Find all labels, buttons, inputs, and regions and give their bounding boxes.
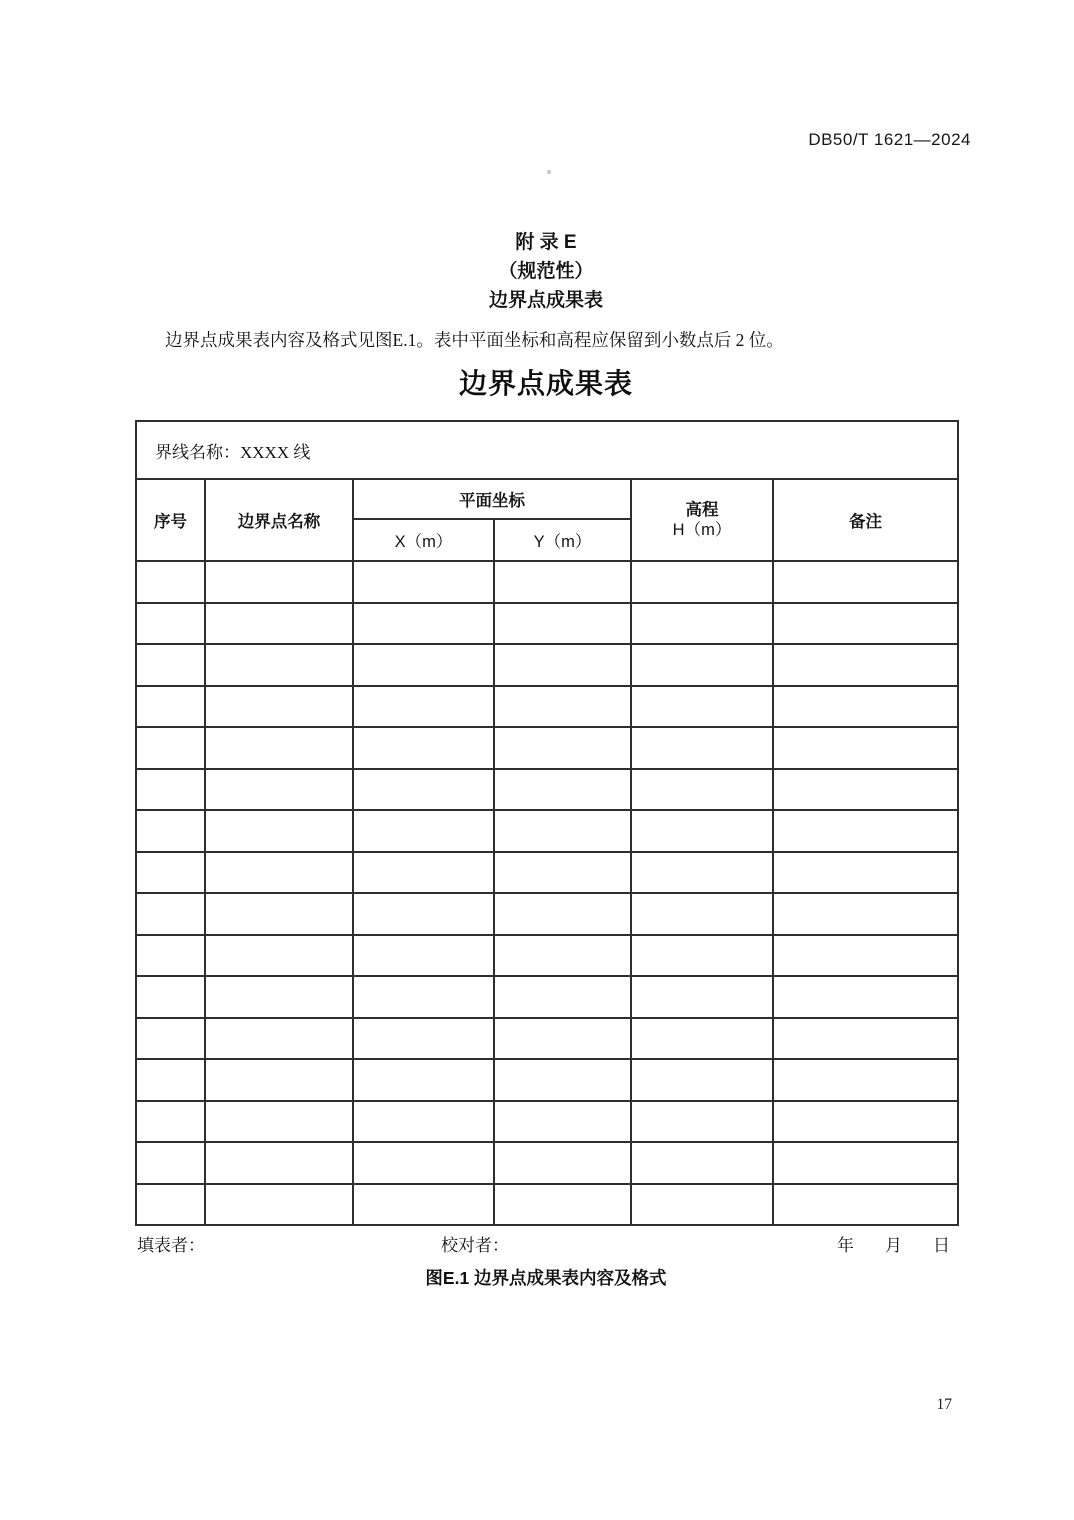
table-cell [353,810,494,852]
table-cell [205,935,353,977]
table-cell [353,727,494,769]
table-row [136,1142,958,1184]
table-cell [136,686,205,728]
table-row [136,769,958,811]
table-cell [494,644,631,686]
table-cell [205,1184,353,1226]
table-cell [494,893,631,935]
header-elevation-line1: 高程 [685,501,719,519]
filler-label: 填表者： [137,1236,205,1255]
table-cell [136,810,205,852]
table-cell [494,561,631,603]
table-cell [353,1142,494,1184]
header-plane-coords: 平面坐标 [353,479,631,519]
header-row-top [136,479,958,519]
table-cell [773,852,958,894]
table-cell [136,561,205,603]
table-cell [631,561,773,603]
table-cell [353,893,494,935]
table-cell [773,686,958,728]
table-cell [631,644,773,686]
table-cell [136,644,205,686]
table-row [136,935,958,977]
standard-number: DB50/T 1621—2024 [808,130,971,149]
table-cell [494,935,631,977]
table-cell [631,1142,773,1184]
boundary-line-name-row [136,421,958,479]
table-cell [773,603,958,645]
table-cell [136,769,205,811]
table-header-body [136,421,958,561]
table-cell [773,976,958,1018]
table-cell [136,935,205,977]
header-x-coordinate: X（m） [353,519,494,561]
table-cell [494,727,631,769]
table-cell [494,1059,631,1101]
table-cell [494,1184,631,1226]
table-cell [631,1101,773,1143]
table-cell [773,727,958,769]
table-cell [773,1184,958,1226]
boundary-points-table [135,420,959,1226]
day-label: 日 [933,1236,950,1255]
table-cell [631,769,773,811]
table-cell [205,644,353,686]
table-cell [205,1059,353,1101]
table-cell [136,1018,205,1060]
table-row [136,976,958,1018]
table-cell [205,561,353,603]
table-row [136,686,958,728]
table-cell [353,686,494,728]
appendix-normative-label: （规范性） [498,261,594,282]
table-cell [631,810,773,852]
month-label: 月 [885,1236,902,1255]
table-cell [631,1018,773,1060]
table-cell [353,1059,494,1101]
appendix-heading [135,228,957,315]
table-cell [205,1101,353,1143]
table-cell [773,644,958,686]
header-seq: 序号 [136,479,205,561]
page-number: 17 [936,1396,952,1413]
table-cell [205,810,353,852]
table-cell [205,727,353,769]
table-footer [135,1231,957,1257]
table-cell [631,976,773,1018]
table-row [136,644,958,686]
empty-rows-body [136,561,958,1225]
table-cell [773,1142,958,1184]
table-cell [773,561,958,603]
header-elevation [631,479,773,561]
table-cell [353,1101,494,1143]
table-cell [136,603,205,645]
table-cell [136,976,205,1018]
appendix-subject: 边界点成果表 [488,290,603,311]
table-cell [136,1059,205,1101]
table-cell [136,1101,205,1143]
table-cell [353,1184,494,1226]
table-cell [494,686,631,728]
table-cell [205,1142,353,1184]
table-cell [494,1018,631,1060]
table-cell [353,1018,494,1060]
table-cell [773,935,958,977]
table-cell [136,727,205,769]
appendix-title: 附 录 E [515,232,577,253]
table-cell [773,893,958,935]
table-cell [136,893,205,935]
year-label: 年 [837,1236,854,1255]
table-cell [205,1018,353,1060]
table-cell [205,893,353,935]
table-cell [494,603,631,645]
header-elevation-line2: H（m） [672,521,732,539]
table-row [136,852,958,894]
table-row [136,1059,958,1101]
table-row [136,893,958,935]
table-cell [353,603,494,645]
table-row [136,1184,958,1226]
header-remarks: 备注 [773,479,958,561]
table-cell [773,810,958,852]
table-cell [631,686,773,728]
table-cell [205,769,353,811]
table-cell [136,852,205,894]
table-cell [494,976,631,1018]
header-point-name: 边界点名称 [205,479,353,561]
table-cell [773,1101,958,1143]
table-row [136,810,958,852]
table-row [136,603,958,645]
checker-label: 校对者： [441,1236,509,1255]
table-cell [205,686,353,728]
table-cell [353,561,494,603]
table-cell [353,644,494,686]
table-row [136,1101,958,1143]
figure-caption: 图E.1 边界点成果表内容及格式 [425,1268,667,1288]
table-cell [631,893,773,935]
table-row [136,727,958,769]
table-cell [631,1059,773,1101]
table-cell [205,976,353,1018]
table-cell [494,1142,631,1184]
table-cell [631,727,773,769]
boundary-line-name-cell: 界线名称：XXXX 线 [136,421,958,479]
table-cell [353,769,494,811]
table-cell [631,852,773,894]
table-cell [353,852,494,894]
table-row [136,561,958,603]
table-cell [494,810,631,852]
table-cell [494,1101,631,1143]
table-row [136,1018,958,1060]
table-cell [631,603,773,645]
table-cell [205,852,353,894]
table-cell [205,603,353,645]
table-cell [494,769,631,811]
scan-speck [547,170,551,174]
table-cell [773,769,958,811]
table-title: 边界点成果表 [458,368,633,399]
table-cell [136,1184,205,1226]
intro-paragraph: 边界点成果表内容及格式见图E.1。表中平面坐标和高程应保留到小数点后 2 位。 [165,330,784,350]
header-y-coordinate: Y（m） [494,519,631,561]
table-cell [773,1018,958,1060]
table-cell [353,935,494,977]
table-cell [494,852,631,894]
table-cell [353,976,494,1018]
table-cell [631,1184,773,1226]
table-cell [773,1059,958,1101]
table-cell [631,935,773,977]
table-cell [136,1142,205,1184]
